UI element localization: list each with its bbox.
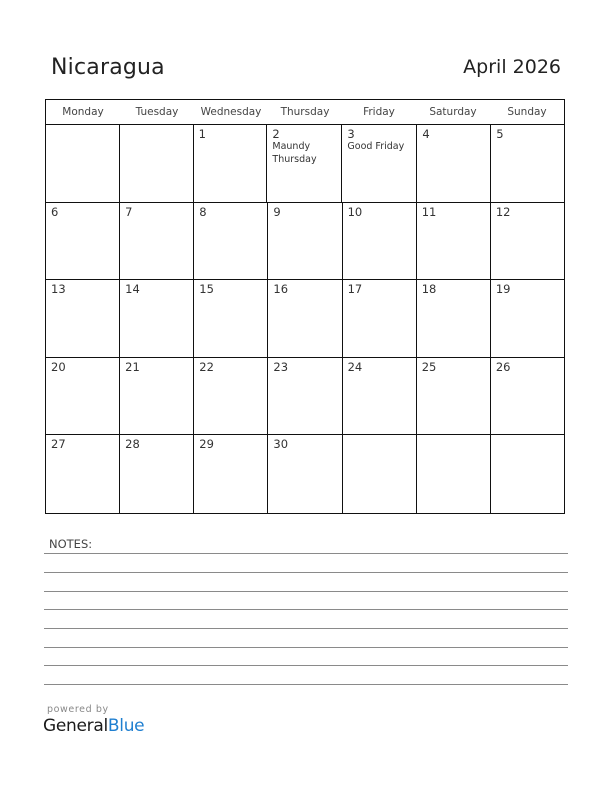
day-cell[interactable] [417, 203, 491, 280]
day-cell[interactable] [343, 203, 417, 280]
notes-line [44, 647, 568, 648]
day-number: 5 [496, 127, 504, 141]
day-cell[interactable] [120, 203, 194, 280]
day-number: 12 [495, 204, 511, 219]
day-cell[interactable] [491, 203, 564, 280]
day-cell[interactable] [46, 358, 120, 435]
week-row [46, 358, 564, 436]
day-cell[interactable] [417, 125, 491, 202]
day-number: 4 [422, 127, 430, 141]
day-cell[interactable] [268, 280, 342, 357]
weekday-sunday: Sunday [507, 106, 547, 118]
week-row [46, 280, 564, 358]
day-cell[interactable] [417, 280, 491, 357]
calendar-grid [45, 99, 565, 514]
country-title: Nicaragua [51, 55, 165, 80]
day-cell[interactable] [343, 435, 417, 513]
day-number: 21 [125, 359, 140, 374]
day-number: 29 [199, 437, 214, 452]
notes-line [44, 684, 568, 685]
day-number: 26 [495, 359, 511, 374]
day-cell[interactable] [491, 435, 564, 513]
day-cell[interactable] [46, 125, 120, 202]
day-number: 18 [421, 282, 437, 297]
day-cell[interactable] [417, 435, 491, 513]
day-cell[interactable] [46, 435, 120, 513]
day-number: 13 [51, 282, 66, 297]
weekday-monday: Monday [62, 106, 104, 118]
day-number: 7 [125, 204, 133, 219]
weekday-wednesday: Wednesday [200, 106, 262, 118]
day-cell[interactable] [417, 358, 491, 435]
day-number: 1 [198, 127, 206, 141]
day-cell[interactable] [194, 125, 268, 202]
notes-label: NOTES: [49, 537, 93, 551]
day-number: 10 [347, 204, 363, 219]
notes-line [44, 553, 568, 554]
week-row [46, 435, 564, 513]
day-cell[interactable] [342, 125, 417, 202]
weekday-tuesday: Tuesday [135, 106, 179, 118]
day-number: 9 [273, 204, 281, 219]
weekday-friday: Friday [363, 106, 395, 118]
day-number: 17 [347, 282, 363, 297]
day-cell[interactable] [46, 203, 120, 280]
day-cell[interactable] [120, 435, 194, 513]
day-number: 27 [51, 437, 66, 452]
day-number: 22 [199, 359, 214, 374]
day-number: 15 [199, 282, 214, 297]
month-year-title: April 2026 [463, 56, 561, 78]
day-cell[interactable] [268, 435, 342, 513]
day-cell[interactable] [491, 358, 564, 435]
powered-by-text: powered by [47, 704, 109, 715]
day-number: 14 [125, 282, 140, 297]
brand-blue: Blue [107, 716, 145, 736]
day-cell[interactable] [120, 125, 194, 202]
notes-line [44, 591, 568, 592]
day-number: 16 [273, 282, 289, 297]
day-cell[interactable] [194, 280, 268, 357]
day-number: 6 [51, 204, 59, 219]
day-cell[interactable] [343, 280, 417, 357]
day-number: 20 [51, 359, 66, 374]
day-number: 23 [273, 359, 289, 374]
day-cell[interactable] [267, 125, 342, 202]
notes-line [44, 572, 568, 573]
generalblue-logo [43, 716, 144, 736]
notes-line [44, 628, 568, 629]
day-number: 30 [273, 437, 289, 452]
day-cell[interactable] [491, 125, 564, 202]
day-cell[interactable] [46, 280, 120, 357]
week-row [46, 203, 564, 281]
day-cell[interactable] [268, 358, 342, 435]
day-number: 8 [199, 204, 207, 219]
day-number: 28 [125, 437, 140, 452]
day-number: 19 [495, 282, 511, 297]
weekday-saturday: Saturday [429, 106, 477, 118]
day-cell[interactable] [120, 280, 194, 357]
day-cell[interactable] [268, 203, 342, 280]
day-cell[interactable] [194, 435, 268, 513]
notes-line [44, 609, 568, 610]
day-cell[interactable] [194, 203, 268, 280]
weekday-header-row [46, 100, 564, 125]
weekday-thursday: Thursday [280, 106, 330, 118]
day-number: 24 [347, 359, 363, 374]
day-cell[interactable] [120, 358, 194, 435]
day-number: 25 [421, 359, 437, 374]
day-number: 11 [421, 204, 437, 219]
notes-line [44, 665, 568, 666]
holiday-label: Maundy Thursday [272, 141, 317, 165]
day-number: 3 [347, 127, 355, 141]
day-cell[interactable] [343, 358, 417, 435]
day-number: 2 [272, 127, 280, 141]
brand-general: General [43, 716, 108, 736]
week-row [46, 125, 564, 203]
holiday-label: Good Friday [347, 141, 405, 152]
day-cell[interactable] [491, 280, 564, 357]
day-cell[interactable] [194, 358, 268, 435]
